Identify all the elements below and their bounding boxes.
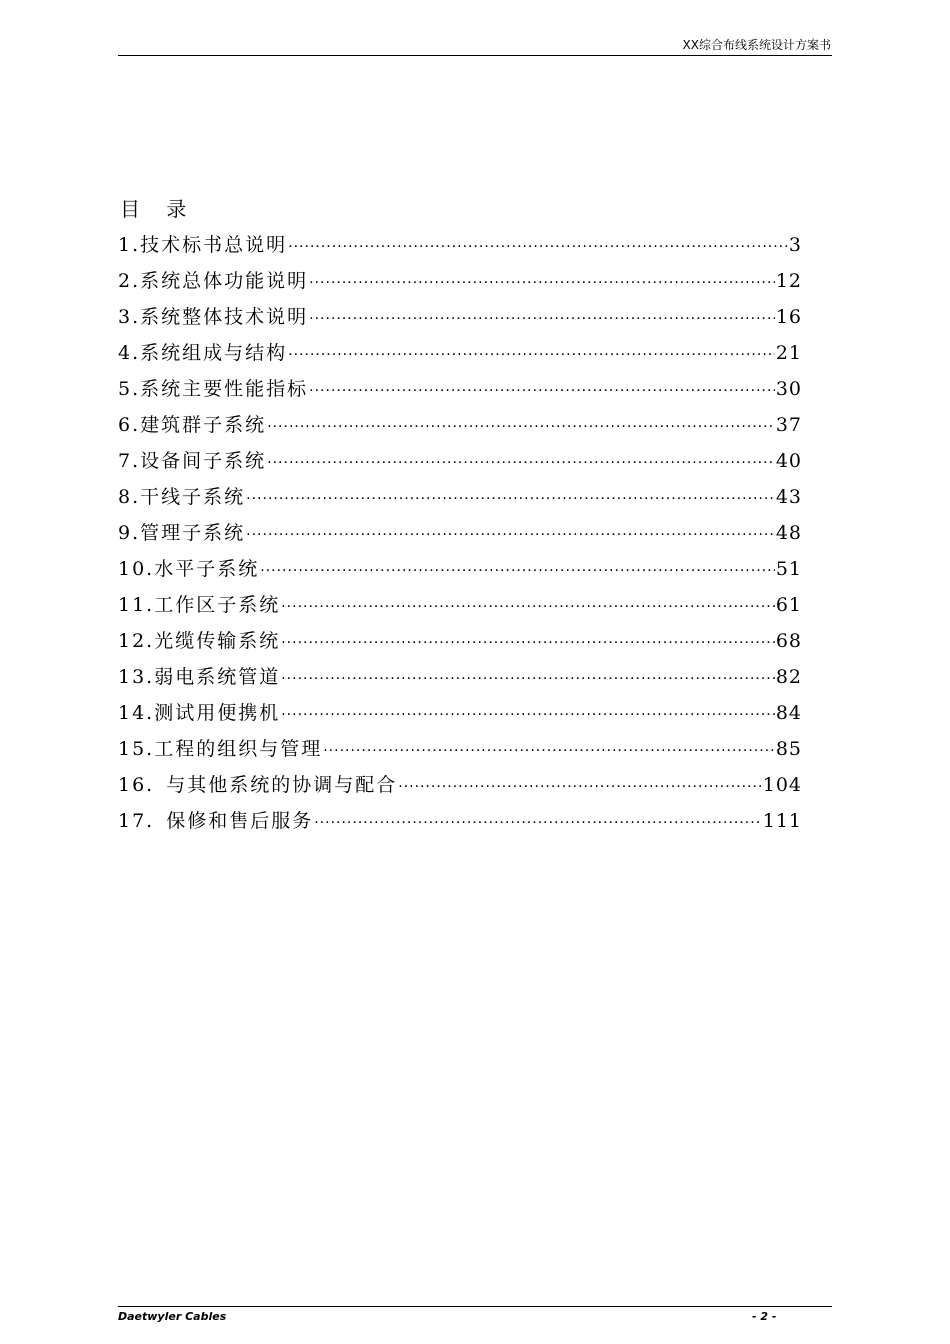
toc-entry-number: 2. <box>118 270 141 292</box>
toc-dot-leader <box>281 664 775 694</box>
toc-entry-page: 40 <box>775 450 802 472</box>
toc-heading: 目 录 <box>120 197 197 221</box>
toc-entry-number: 14. <box>118 702 155 724</box>
toc-entry-page: 61 <box>775 594 802 616</box>
toc-entry-number: 3. <box>118 306 141 328</box>
toc-entry[interactable] <box>118 446 802 482</box>
toc-entry-title: 工作区子系统 <box>154 594 281 616</box>
page-number: - 2 - <box>752 1310 777 1323</box>
toc-dot-leader <box>281 628 775 658</box>
toc-entry-page: 104 <box>762 774 802 796</box>
toc-entry[interactable] <box>118 806 802 842</box>
toc-entry-number: 16. <box>118 774 155 796</box>
toc-entry-number: 11. <box>118 594 155 616</box>
header-divider <box>118 55 832 56</box>
toc-dot-leader <box>309 268 775 298</box>
toc-entry-number: 4. <box>118 342 141 364</box>
toc-dot-leader <box>267 448 775 478</box>
footer-company: Daetwyler Cables <box>118 1310 227 1323</box>
toc-dot-leader <box>309 304 775 334</box>
toc-dot-leader <box>288 340 775 370</box>
toc-dot-leader <box>323 736 775 766</box>
toc-entry-page: 12 <box>775 270 802 292</box>
toc-dot-leader <box>246 520 775 550</box>
toc-entry-page: 68 <box>775 630 802 652</box>
toc-entry-title: 建筑群子系统 <box>140 414 267 436</box>
toc-dot-leader <box>281 700 775 730</box>
toc-entry-page: 16 <box>775 306 802 328</box>
toc-entry-title: 设备间子系统 <box>140 450 267 472</box>
toc-entry-number: 17. <box>118 810 155 832</box>
toc-entry-page: 82 <box>775 666 802 688</box>
toc-entry-number: 5. <box>118 378 141 400</box>
toc-entry[interactable] <box>118 770 802 806</box>
toc-entry-title: 系统主要性能指标 <box>140 378 309 400</box>
toc-entry-number: 10. <box>118 558 155 580</box>
toc-dot-leader <box>398 772 762 802</box>
toc-entry-title: 保修和售后服务 <box>166 810 314 832</box>
toc-entry-title: 工程的组织与管理 <box>154 738 323 760</box>
toc-entry-number: 13. <box>118 666 155 688</box>
toc-entry-title: 管理子系统 <box>140 522 246 544</box>
toc-entry-page: 84 <box>775 702 802 724</box>
toc-entry-page: 21 <box>775 342 802 364</box>
toc-entry-page: 85 <box>775 738 802 760</box>
toc-dot-leader <box>267 412 775 442</box>
document-title: XX综合布线系统设计方案书 <box>682 38 831 52</box>
toc-entry[interactable] <box>118 230 802 266</box>
toc-entry-title: 系统组成与结构 <box>140 342 288 364</box>
toc-entry[interactable] <box>118 590 802 626</box>
toc-entry-number: 7. <box>118 450 141 472</box>
toc-dot-leader <box>309 376 775 406</box>
toc-entry[interactable] <box>118 374 802 410</box>
toc-entry-number: 6. <box>118 414 141 436</box>
toc-entry[interactable] <box>118 266 802 302</box>
toc-entry[interactable] <box>118 518 802 554</box>
toc-entry[interactable] <box>118 554 802 590</box>
toc-entry[interactable] <box>118 734 802 770</box>
toc-entry-page: 30 <box>775 378 802 400</box>
toc-dot-leader <box>314 808 762 838</box>
footer-divider <box>118 1306 832 1307</box>
toc-entry-number: 1. <box>118 234 141 256</box>
toc-entry[interactable] <box>118 482 802 518</box>
toc-dot-leader <box>260 556 775 586</box>
toc-entry-page: 48 <box>775 522 802 544</box>
toc-entry-page: 3 <box>788 234 802 256</box>
toc-entry[interactable] <box>118 338 802 374</box>
toc-entry-title: 弱电系统管道 <box>154 666 281 688</box>
toc-dot-leader <box>281 592 775 622</box>
toc-entry-number: 12. <box>118 630 155 652</box>
toc-entry[interactable] <box>118 626 802 662</box>
toc-entry[interactable] <box>118 410 802 446</box>
table-of-contents <box>118 230 802 842</box>
toc-entry-number: 9. <box>118 522 141 544</box>
toc-entry-title: 系统整体技术说明 <box>140 306 309 328</box>
toc-entry-page: 51 <box>775 558 802 580</box>
toc-dot-leader <box>288 232 788 262</box>
toc-entry-page: 43 <box>775 486 802 508</box>
toc-entry-title: 系统总体功能说明 <box>140 270 309 292</box>
toc-entry-page: 37 <box>775 414 802 436</box>
toc-entry-number: 15. <box>118 738 155 760</box>
toc-dot-leader <box>246 484 775 514</box>
toc-entry-page: 111 <box>762 810 802 832</box>
toc-entry-title: 水平子系统 <box>154 558 260 580</box>
toc-entry-title: 与其他系统的协调与配合 <box>166 774 398 796</box>
toc-entry[interactable] <box>118 698 802 734</box>
toc-entry-title: 干线子系统 <box>140 486 246 508</box>
toc-entry[interactable] <box>118 662 802 698</box>
toc-entry-title: 测试用便携机 <box>154 702 281 724</box>
toc-entry[interactable] <box>118 302 802 338</box>
toc-entry-title: 技术标书总说明 <box>140 234 288 256</box>
toc-entry-number: 8. <box>118 486 141 508</box>
toc-entry-title: 光缆传输系统 <box>154 630 281 652</box>
